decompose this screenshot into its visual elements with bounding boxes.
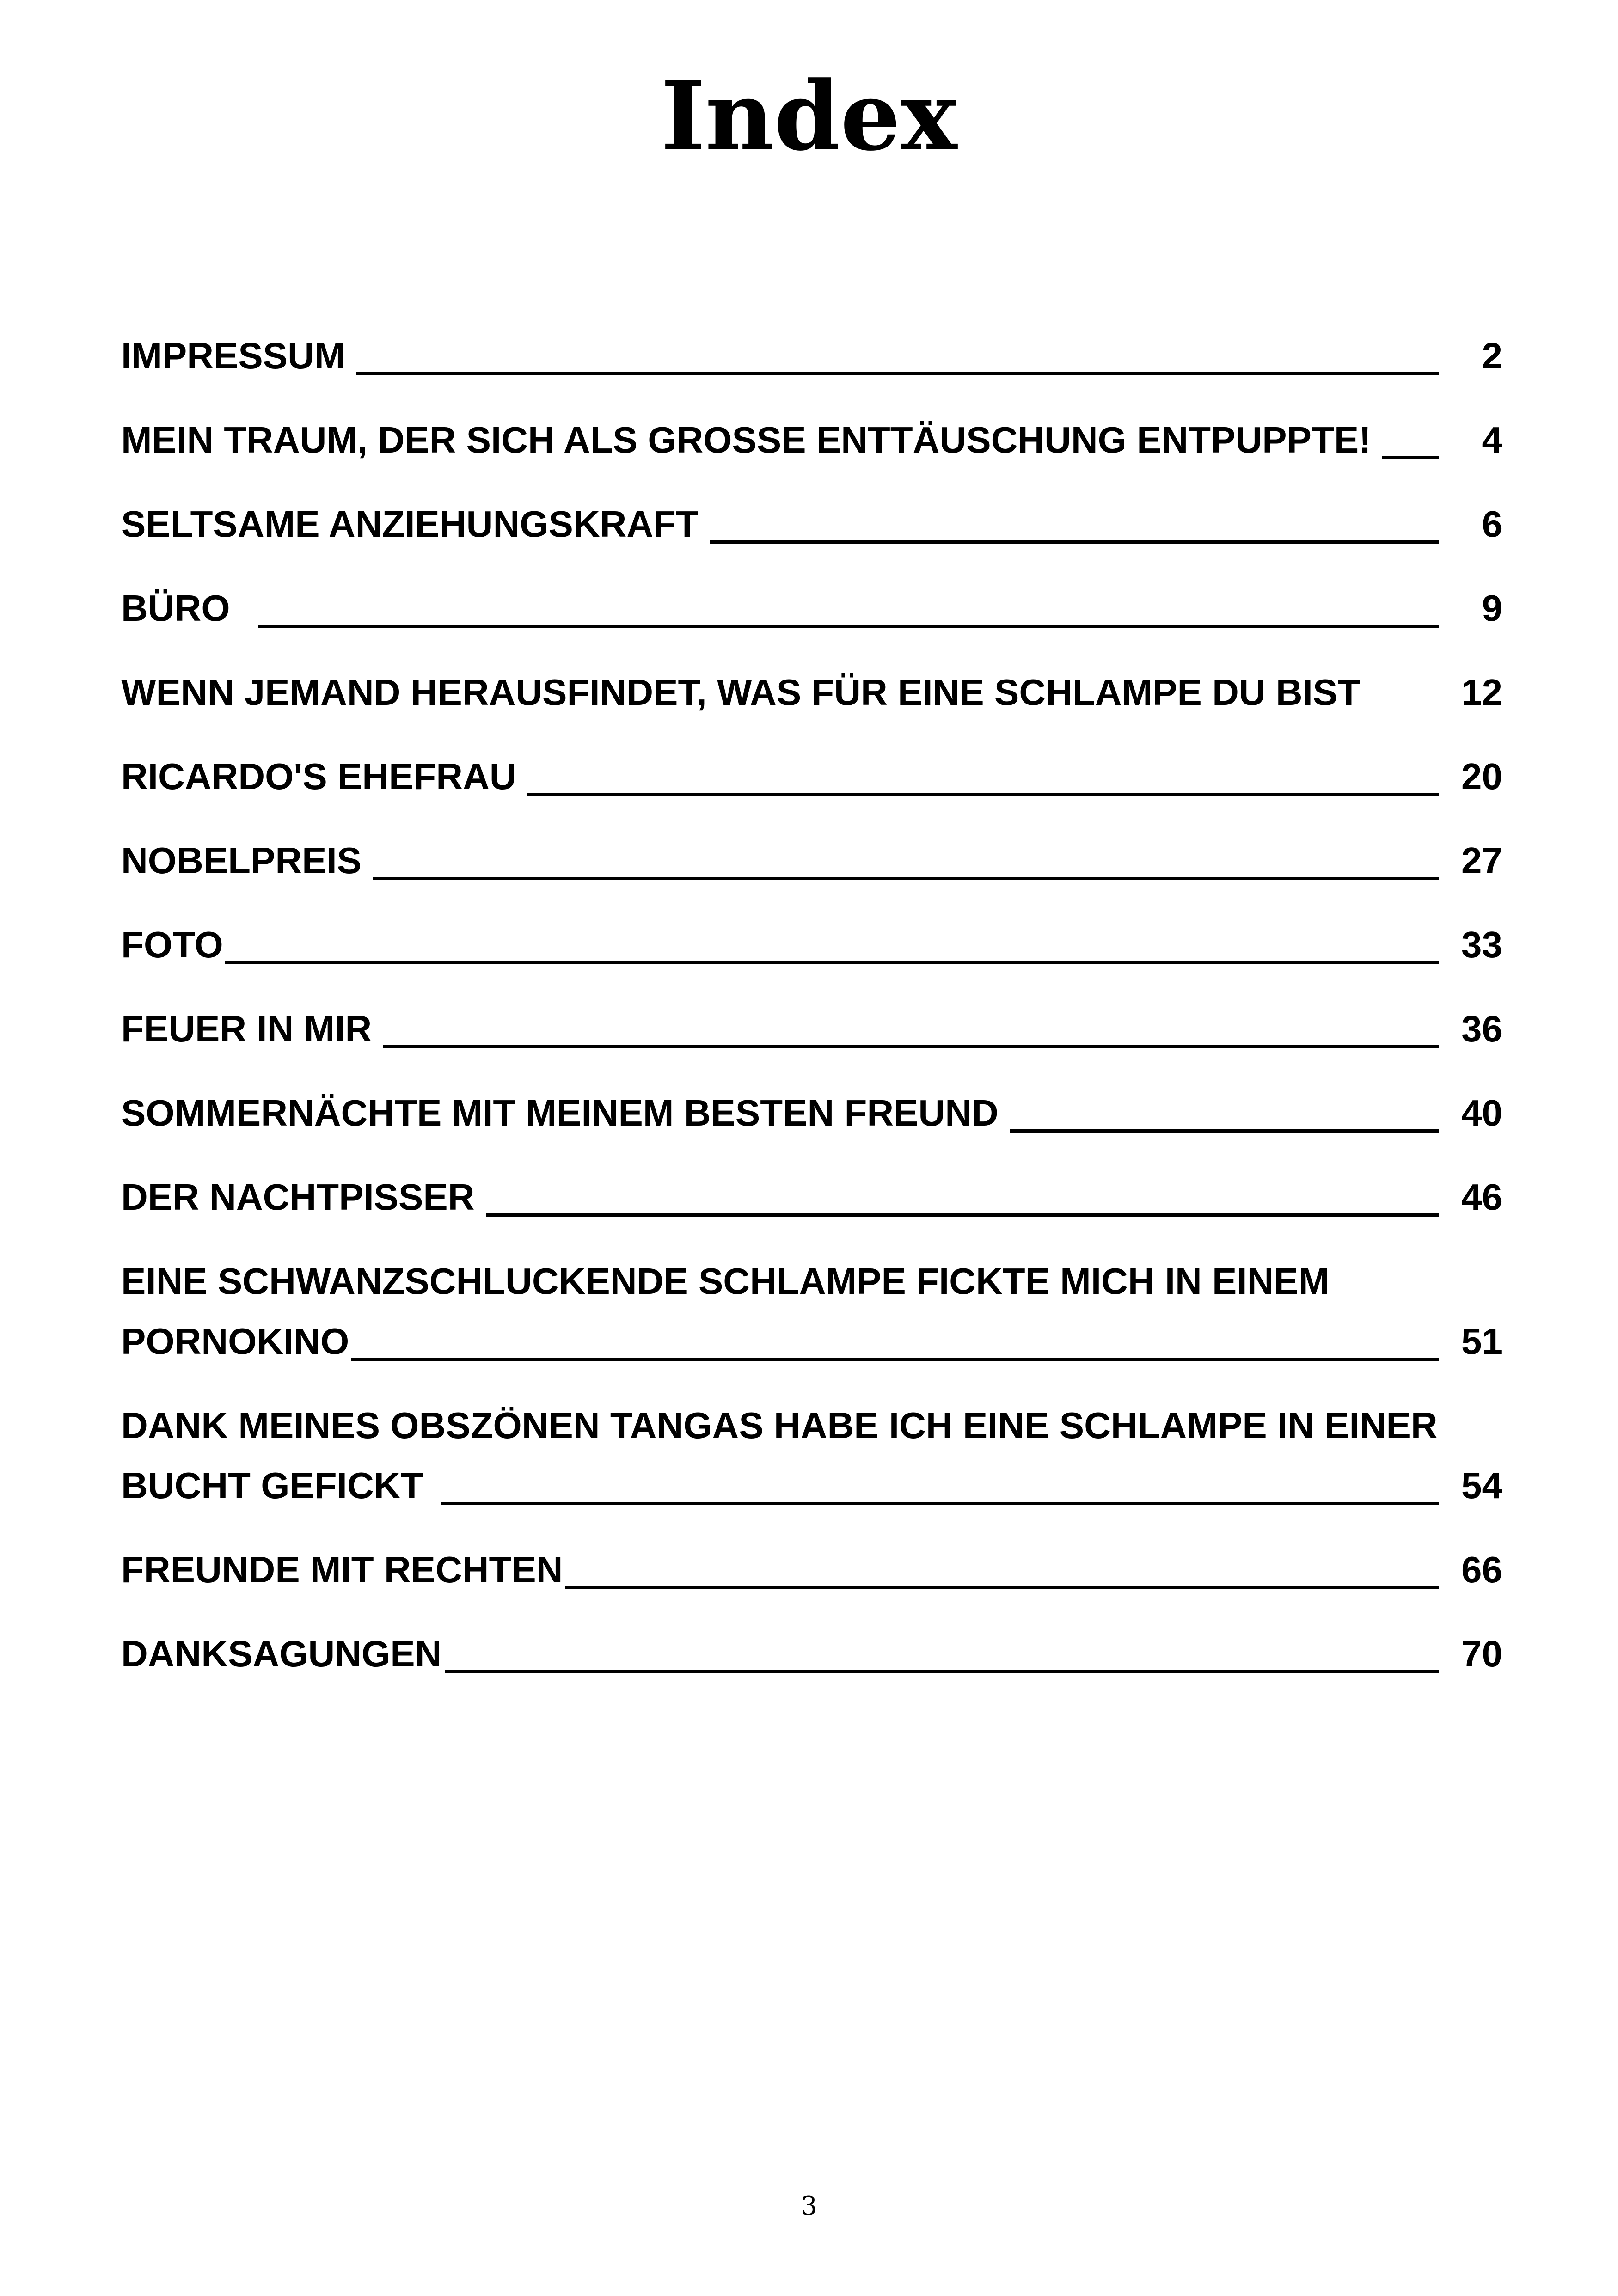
toc-entry-label: RICARDO'S EHEFRAU — [121, 756, 516, 797]
leader-line — [225, 961, 1439, 964]
leader-line — [383, 1045, 1439, 1048]
toc-entry-pornokino[interactable] — [121, 1258, 1502, 1365]
toc-entry-label-line1: DANK MEINES OBSZÖNEN TANGAS HABE ICH EINE SCHLAMPE IN EINER — [121, 1405, 1438, 1446]
toc-entry-buero[interactable] — [121, 585, 1502, 631]
toc-entry-label-line2: PORNOKINO — [121, 1321, 349, 1362]
toc-entry-page: 33 — [1461, 924, 1502, 965]
page-number: 3 — [801, 2191, 817, 2221]
toc-entry-page: 46 — [1461, 1176, 1502, 1218]
toc-entry-page: 27 — [1461, 840, 1502, 881]
toc-entry-ricardos-ehefrau[interactable] — [121, 753, 1502, 800]
toc-entry-label-line1: EINE SCHWANZSCHLUCKENDE SCHLAMPE FICKTE MICH IN EINEM — [121, 1261, 1330, 1302]
toc-entry-danksagungen[interactable] — [121, 1631, 1502, 1677]
toc-entry-label: IMPRESSUM — [121, 335, 345, 376]
leader-line — [441, 1502, 1439, 1505]
leader-line — [527, 793, 1439, 796]
toc-entry-label: MEIN TRAUM, DER SICH ALS GROSSE ENTTÄUSCHUNG ENTPUPPTE! — [121, 419, 1371, 460]
leader-line — [710, 540, 1439, 544]
toc-entry-page: 70 — [1461, 1633, 1502, 1674]
toc-entry-page: 20 — [1461, 756, 1502, 797]
toc-entry-wenn-jemand[interactable] — [121, 669, 1502, 716]
toc-entry-label: FOTO — [121, 924, 223, 965]
leader-line — [258, 625, 1439, 628]
page-title: Index — [661, 61, 957, 172]
leader-line — [565, 1586, 1439, 1589]
toc-entry-page: 54 — [1461, 1465, 1502, 1506]
toc-entry-page: 51 — [1461, 1321, 1502, 1362]
leader-line — [351, 1358, 1439, 1361]
toc-entry-impressum[interactable] — [121, 333, 1502, 379]
table-of-contents — [121, 333, 1502, 1715]
toc-entry-der-nachtpisser[interactable] — [121, 1174, 1502, 1220]
leader-line — [373, 877, 1439, 880]
toc-entry-second-line — [121, 1463, 1502, 1509]
toc-entry-seltsame-anziehungskraft[interactable] — [121, 501, 1502, 547]
toc-entry-label: NOBELPREIS — [121, 840, 362, 881]
toc-entry-label: BÜRO — [121, 588, 230, 629]
toc-entry-page: 36 — [1461, 1008, 1502, 1049]
leader-line — [1010, 1129, 1439, 1133]
toc-entry-page: 4 — [1482, 419, 1502, 460]
toc-entry-page: 9 — [1482, 588, 1502, 629]
toc-entry-sommernaechte[interactable] — [121, 1090, 1502, 1136]
toc-entry-mein-traum[interactable] — [121, 417, 1502, 463]
toc-entry-label: SOMMERNÄCHTE MIT MEINEM BESTEN FREUND — [121, 1092, 999, 1133]
toc-entry-label: WENN JEMAND HERAUSFINDET, WAS FÜR EINE SCHLAMPE DU BIST — [121, 672, 1361, 713]
toc-entry-label: FEUER IN MIR — [121, 1008, 372, 1049]
toc-entry-page: 66 — [1461, 1549, 1502, 1590]
toc-entry-label: SELTSAME ANZIEHUNGSKRAFT — [121, 503, 699, 545]
toc-entry-page: 2 — [1482, 335, 1502, 376]
toc-entry-page: 6 — [1482, 503, 1502, 545]
toc-entry-page: 40 — [1461, 1092, 1502, 1133]
leader-line — [356, 372, 1439, 375]
leader-line — [1382, 456, 1439, 459]
toc-entry-label-line2: BUCHT GEFICKT — [121, 1465, 423, 1506]
toc-entry-foto[interactable] — [121, 922, 1502, 968]
toc-entry-label: DANKSAGUNGEN — [121, 1633, 442, 1674]
toc-entry-label: DER NACHTPISSER — [121, 1176, 475, 1218]
toc-entry-bucht-gefickt[interactable] — [121, 1402, 1502, 1509]
leader-line — [445, 1670, 1439, 1673]
toc-entry-nobelpreis[interactable] — [121, 838, 1502, 884]
toc-entry-feuer-in-mir[interactable] — [121, 1006, 1502, 1052]
toc-entry-page: 12 — [1461, 672, 1502, 713]
leader-line — [486, 1213, 1439, 1217]
toc-entry-label: FREUNDE MIT RECHTEN — [121, 1549, 563, 1590]
toc-entry-second-line — [121, 1318, 1502, 1365]
toc-entry-freunde-mit-rechten[interactable] — [121, 1547, 1502, 1593]
